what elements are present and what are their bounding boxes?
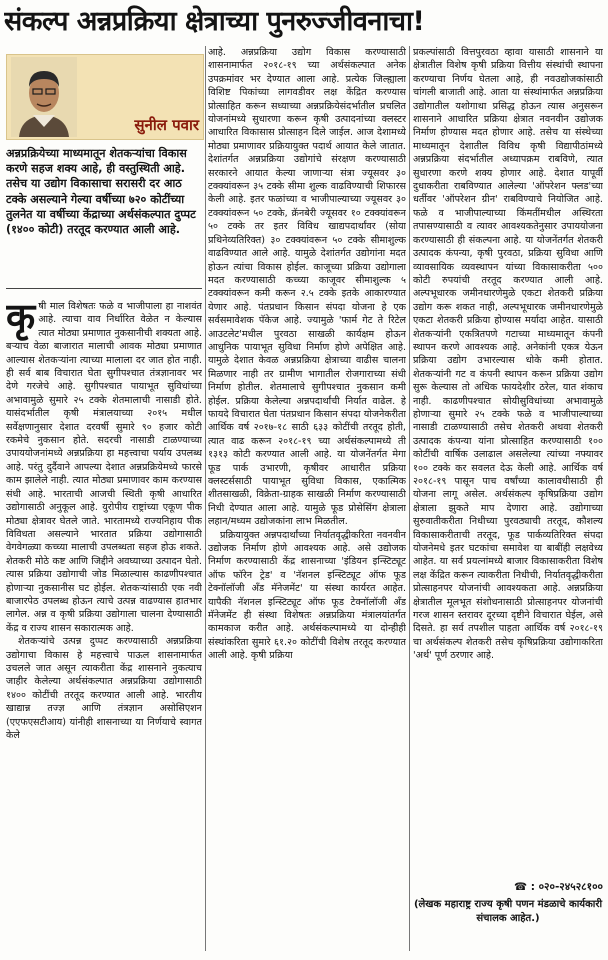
phone-number: ☎ : ०२०-२४५२८१०० <box>513 881 603 893</box>
paragraph: षी माल विशेषतः फळे व भाजीपाला हा नाशवंत आहे. त्याचा वाव निर्धारित वेळेत न केल्यास त्यात मोठ्या प्रमाणात नुकसानीची शक्यता आहे. बऱ्याच वेळा बाजारात मालाची आवक मोठ्या प्रमाणात आल्यास शेतकऱ्यांना त्याच्या मालाला दर जात होत नाही. ही सर्व बाब विचारात घेता सुगीपश्चात तंत्रज्ञानावर भर देणे गरजेचे आहे. सुगीपश्चात पायाभूत सुविधांच्या अभावामुळे सुमारे २५ टक्के शेतमालाची नासाडी होते. यासंदर्भातील कृषी मंत्रालयाच्या २०१५ मधील सर्वेक्षणानुसार देशात दरवर्षी सुमारे ९० हजार कोटी रकमेचे नुकसान होते. सदरची नासाडी टाळण्याच्या उपाययोजनांमध्ये अन्नप्रक्रिया हा महत्त्वाचा पर्याय उपलब्ध आहे. परंतु दुर्दैवाने आपल्या देशात अन्नप्रक्रियेमध्ये फारसे काम झालेले नाही. त्यात मोठ्या प्रमाणावर काम करण्यास संधी आहे. भारताची आजची स्थिती कृषी आधारित उद्योगासाठी अनुकूल आहे. युरोपीय राष्ट्रांच्या एकूण पीक मोठ्या क्षेत्रावर घेतले जाते. भारतामध्ये राज्यनिहाय पीक विविधता असल्याने भारतात प्रक्रिया उद्योगासाठी वेगवेगळ्या कच्च्या मालाची उपलब्धता सहज होऊ शकते. शेतकरी मोठे कष्ट आणि जिद्दीने अवघ्याच्या उत्पादन घेतो. त्यास प्रक्रिया उद्योगाची जोड मिळाल्यास काढणीपश्चात होणाऱ्या नुकसानीस घट होईल. शेतकऱ्यांसाठी एक नवी बाजारपेठ उपलब्ध होऊन त्याचे उत्पन्न वाढण्यास हातभार लागेल. अन्न व कृषी प्रक्रिया उद्योगाला चालना देण्यासाठी केंद्र व राज्य शासन सकारात्मक आहे. <box>6 301 202 634</box>
author-note: (लेखक महाराष्ट्र राज्य कृषी पणन मंडळाचे कार्यकारी संचालक आहेत.) <box>413 899 603 924</box>
paragraph: प्रकल्पांसाठी वित्तपुरवठा व्हावा यासाठी शासनाने या क्षेत्रातील विशेष कृषी प्रक्रिया वित्तीय संस्थांची स्थापना करण्याचा निर्णय घेतला आहे, ही नवउद्योजकांसाठी चांगली बाजाती आहे. आता या संस्थांमार्फत अन्नप्रक्रिया उद्योगातील यशोगाथा प्रसिद्ध होऊन त्यास अनुसरून शासनाने आधारित प्रक्रिया क्षेत्रात नवनवीन उद्योजक निर्माण होण्यास मदत होणार आहे. तसेच या संस्थेच्या माध्यमातून देशातील विविध कृषी विद्यापीठांमध्ये अन्नप्रक्रिया संदर्भातील अध्यापक्रम राबविणे, त्यात सुधारणा करणे शक्य होणार आहे. देशात यापूर्वी दुधाकरीता राबविण्यात आलेल्या 'ऑपरेशन फ्लड'च्या धर्तीवर 'ऑपरेशन ग्रीन' राबविण्याचे नियोजित आहे. फळे व भाजीपाल्याच्या किंमतींमधील अस्थिरता तपासण्यासाठी व त्यावर आवश्यकतेनुसार उपाययोजना करण्यासाठी ही संकल्पना आहे. या योजनेंतर्गत शेतकरी उत्पादक कंपन्या, कृषी पुरवठा, प्रक्रिया सुविधा आणि व्यावसायिक व्यवस्थापन यांच्या विकासाकरीता ५०० कोटी रुपयांची तरतूद करण्यात आली आहे. अल्पभूधारक जमीनधारणेमुळे एकटा शेतकरी प्रक्रिया उद्योग करू शकत नाही, अल्पभूधारक जमीनधारणेमुळे एकटा शेतकरी प्रक्रिया होण्यास मर्यादा आहेत. यासाठी शेतकऱ्यांनी एकत्रितपणे गटाच्या माध्यमातून कंपनी स्थापन करणे आवश्यक आहे. अनेकांनी एकत्र येऊन प्रक्रिया उद्योग उभारल्यास धोके कमी होतात. शेतकऱ्यांनी गट व कंपनी स्थापन करून प्रक्रिया उद्योग सुरू केल्यास तो अधिक फायदेशीर ठरेल, यात शंकाच नाही. काढणीपश्चात सोयीसुविधांच्या अभावामुळे होणाऱ्या सुमारे २५ टक्के फळे व भाजीपाल्याच्या नासाडी टाळण्यासाठी तसेच शेतकरी अथवा शेतकरी उत्पादक कंपन्या यांना प्रोत्साहित करण्यासाठी १०० कोटींची वार्षिक उलाढाल असलेल्या त्यांच्या नफ्यावर १०० टक्के कर सवलत देऊ केली आहे. आर्थिक वर्ष २०१८-१९ पासून पाच वर्षांच्या कालावधीसाठी ही योजना लागू असेल. अर्थसंकल्प कृषिप्रक्रिया उद्योग क्षेत्राला झुकते माप देणारा आहे. उद्योगाच्या सुरुवातीकरीता निधीच्या पुरवठ्याची तरतूद, कौशल्य विकासाकरीताची तरतूद, फूड पार्कव्यतिरिक्त संपदा योजनेमधे इतर घटकांचा समावेश या बाबींही लक्षवेध्य आहेत. या सर्व प्रयत्नांमध्ये बाजार विकासाकरीता विशेष लक्ष केंद्रित करून त्याकरीता निधीची, निर्यातवृद्धीकरीता प्रोत्साहनपर योजनांची आवश्यकता आहे. अन्नप्रक्रिया क्षेत्रातील मूलभूत संशोधनासाठी प्रोत्साहनपर योजनांची गरज शासन स्तरावर दूरच्या दृष्टीने विचारात घेईल, असे दिसते. हा सर्व तपशील पाहता आर्थिक वर्ष २०१८-१९ चा अर्थसंकल्प शेतकरी तसेच कृषिप्रक्रिया उद्योगाकरिता 'अर्थ' पूर्ण ठरणार आहे. <box>413 47 603 662</box>
article-column-2 <box>208 46 406 936</box>
column-divider <box>205 46 206 951</box>
paragraph: शेतकऱ्यांचे उत्पन्न दुप्पट करण्यासाठी अन्नप्रक्रिया उद्योगाचा विकास हे महत्त्वाचे पाऊल शासनामार्फत उचलले जात असून त्याकरीता केंद्र शासनाने नुकत्याच जाहीर केलेल्या अर्थसंकल्पात अन्नप्रक्रिया उद्योगासाठी १४०० कोटींची तरतूद करण्यात आली आहे. भारतीय खाद्यान्न तज्ज्ञ आणि तंत्रज्ञान असोसिएशन (एएफएसटीआय) यांनीही शासनाच्या या निर्णयाचे स्वागत केले <box>6 636 202 741</box>
author-photo <box>11 57 77 137</box>
headline: संकल्प अन्नप्रक्रिया क्षेत्राच्या पुनरुज्जीवनाचा! <box>4 6 425 37</box>
article-column-3 <box>413 46 603 926</box>
paragraph: आहे. अन्नप्रक्रिया उद्योग विकास करण्यासाठी शासनामार्फत २०१८-१९ च्या अर्थसंकल्पात अनेक उपक्रमांवर भर देण्यात आला आहे. प्रत्येक जिल्ह्याला विशिष्ट पिकांच्या लागवडीवर लक्ष केंद्रित करण्यास प्रोत्साहित करून सध्याच्या अन्नप्रक्रियेसंदर्भातील प्रचलित योजनांमध्ये सुधारणा करून कृषी उत्पादनांच्या क्लस्टर आधारित विकासास प्रोत्साहन दिले जाईल. आज देशामध्ये मोठ्या प्रमाणावर प्रक्रियायुक्त पदार्थ आयात केले जातात. देशांतर्गत अन्नप्रक्रिया उद्योगांचे संरक्षण करण्यासाठी सरकारने आयात केल्या जाणाऱ्या संत्रा ज्यूसवर ३० टक्क्यांवरून ३५ टक्के सीमा शुल्क वाढविण्याची शिफारस केली आहे. इतर फळांच्या व भाजीपाल्याच्या ज्यूसवर ३० टक्क्यांवरून ५० टक्के, क्रॅनबेरी ज्यूसवर १० टक्क्यांवरून ५० टक्के तर इतर विविध खाद्यपदार्थांवर (सोया प्रथिनेव्यतिरिक्त) ३० टक्क्यांवरून ५० टक्के सीमाशुल्क वाढविण्यात आले आहे. यामुळे देशांतर्गत उद्योगांना मदत होऊन त्यांचा विकास होईल. काजूच्या प्रक्रिया उद्योगाला मदत करण्यासाठी कच्च्या काजूवर सीमाशुल्क ५ टक्क्यांवरून कमी करून २.५ टक्के इतके आकारण्यात येणार आहे. पंतप्रधान किसान संपदा योजना हे एक सर्वसमावेशक पॅकेज आहे. ज्यामुळे 'फार्म गेट ते रिटेल आउटलेट'मधील पुरवठा साखळी कार्यक्षम होऊन आधुनिक पायाभूत सुविधा निर्माण होणे अपेक्षित आहे. यामुळे देशात केवळ अन्नप्रक्रिया क्षेत्राच्या वाढीस चालना मिळणार नाही तर ग्रामीण भागातील रोजगाराच्या संधी निर्माण होतील. शेतमालाचे सुगीपश्चात नुकसान कमी होईल. प्रक्रिया केलेल्या अन्नपदार्थांची निर्यात वाढेल. हे फायदे विचारात घेता पंतप्रधान किसान संपदा योजनेकरीता आर्थिक वर्ष २०१७-१८ साठी ६३३ कोटींची तरतूद होती, त्यात वाढ करून २०१८-१९ च्या अर्थसंकल्पामध्ये ती १३१३ कोटी करण्यात आली आहे. या योजनेंतर्गत मेगा फूड पार्क उभारणी, कृषीवर आधारीत प्रक्रिया क्लस्टर्ससाठी पायाभूत सुविधा विकास, एकात्मिक शीतसाखळी, विक्रेता-ग्राहक साखळी निर्माण करण्यासाठी निधी देण्यात आला आहे. यामुळे फूड प्रोसेसिंग क्षेत्राला लहान/मध्यम उद्योजकांना लाभ मिळतील. <box>208 47 406 528</box>
divider <box>6 288 202 289</box>
drop-cap: कृ <box>6 300 36 339</box>
author-name: सुनील पवार <box>134 116 199 134</box>
column-divider <box>409 46 410 951</box>
paragraph: प्रक्रियायुक्त अन्नपदार्थांच्या निर्यातवृद्धीकरिता नवनवीन उद्योजक निर्माण होणे आवश्यक आहे. असे उद्योजक निर्माण करण्यासाठी केंद्र शासनाच्या 'इंडियन इन्स्टिट्यूट ऑफ फॉरेन ट्रेड' व 'नॅशनल इन्स्टिट्यूट ऑफ फूड टेक्नॉलॉजी अँड मॅनेजमेंट' या संस्था कार्यरत आहेत. यापैकी नॅशनल इन्स्टिट्यूट ऑफ फूड टेक्नॉलॉजी अँड मॅनेजमेंट ही संस्था विशेषतः अन्नप्रक्रिया मंत्रालयांतर्गत कामकाज करीत आहे. अर्थसंकल्पामध्ये या दोन्हीही संस्थांकरिता सुमारे ६१.२० कोटींची विशेष तरतूद करण्यात आली आहे. कृषी प्रक्रिया <box>208 529 406 662</box>
author-box <box>6 54 204 140</box>
article-teaser: अन्नप्रक्रियेच्या माध्यमातून शेतकऱ्यांचा विकास करणे सहज शक्य आहे, ही वस्तुस्थिती आहे. तसेच या उद्योग विकासाचा सरासरी दर आठ टक्के असल्याने गेल्या वर्षीच्या ७२० कोटींच्या तुलनेत या वर्षीच्या केंद्राच्या अर्थसंकल्पात दुप्पट (१४०० कोटी) तरतूद करण्यात आली आहे. <box>6 147 196 237</box>
article-column-1 <box>6 300 202 940</box>
